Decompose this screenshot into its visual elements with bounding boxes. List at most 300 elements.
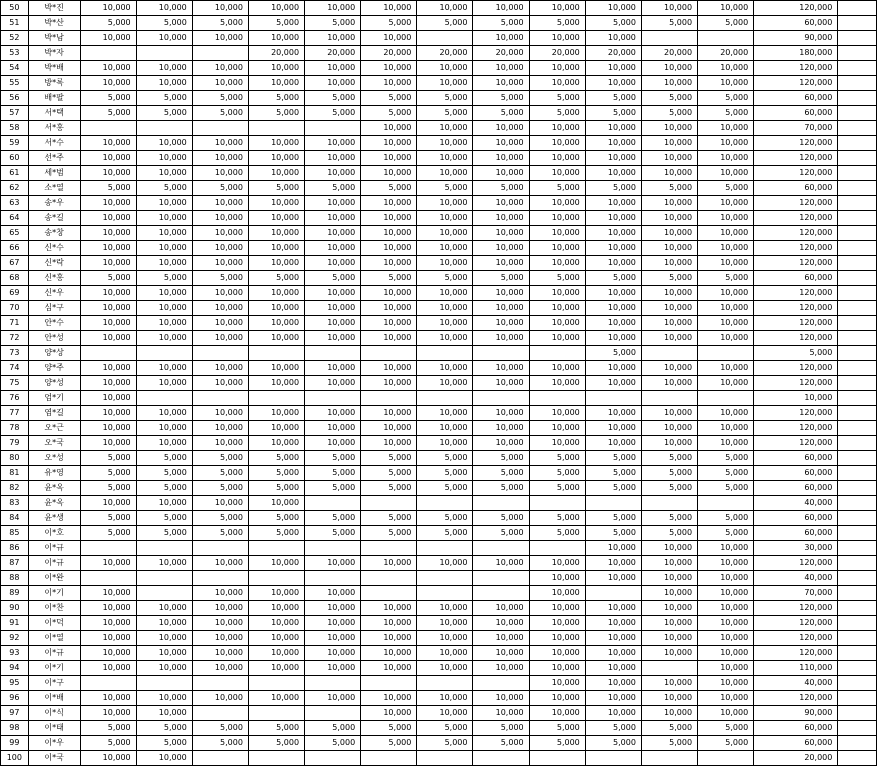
amount-cell: 10,000 bbox=[248, 586, 304, 601]
amount-cell: 5,000 bbox=[473, 16, 529, 31]
amount-cell bbox=[698, 391, 754, 406]
amount-cell: 10,000 bbox=[585, 631, 641, 646]
amount-cell: 10,000 bbox=[305, 601, 361, 616]
table-row bbox=[1, 661, 877, 676]
amount-cell: 10,000 bbox=[417, 151, 473, 166]
amount-cell: 10,000 bbox=[585, 376, 641, 391]
amount-cell: 10,000 bbox=[698, 376, 754, 391]
amount-cell: 10,000 bbox=[529, 616, 585, 631]
row-number-cell: 78 bbox=[1, 421, 29, 436]
amount-cell: 5,000 bbox=[473, 481, 529, 496]
amount-cell: 5,000 bbox=[136, 181, 192, 196]
amount-cell: 5,000 bbox=[585, 481, 641, 496]
empty-cell bbox=[838, 736, 877, 751]
amount-cell: 10,000 bbox=[248, 256, 304, 271]
amount-cell: 20,000 bbox=[417, 46, 473, 61]
amount-cell: 5,000 bbox=[305, 721, 361, 736]
amount-cell: 5,000 bbox=[192, 181, 248, 196]
amount-cell: 10,000 bbox=[529, 601, 585, 616]
amount-cell: 10,000 bbox=[585, 286, 641, 301]
table-row bbox=[1, 211, 877, 226]
row-number-cell: 64 bbox=[1, 211, 29, 226]
amount-cell: 5,000 bbox=[80, 511, 136, 526]
amount-cell bbox=[305, 706, 361, 721]
amount-cell: 5,000 bbox=[698, 271, 754, 286]
amount-cell: 10,000 bbox=[641, 706, 697, 721]
amount-cell: 10,000 bbox=[305, 556, 361, 571]
amount-cell: 10,000 bbox=[698, 316, 754, 331]
amount-cell: 10,000 bbox=[585, 616, 641, 631]
row-total-cell: 70,000 bbox=[754, 121, 838, 136]
amount-cell: 10,000 bbox=[361, 136, 417, 151]
amount-cell: 10,000 bbox=[473, 361, 529, 376]
amount-cell: 5,000 bbox=[698, 511, 754, 526]
amount-cell: 10,000 bbox=[641, 406, 697, 421]
amount-cell: 5,000 bbox=[585, 106, 641, 121]
amount-cell: 10,000 bbox=[417, 136, 473, 151]
empty-cell bbox=[838, 601, 877, 616]
amount-cell: 5,000 bbox=[585, 511, 641, 526]
amount-cell bbox=[192, 391, 248, 406]
empty-cell bbox=[838, 196, 877, 211]
row-total-cell: 120,000 bbox=[754, 166, 838, 181]
amount-cell: 5,000 bbox=[585, 466, 641, 481]
amount-cell: 20,000 bbox=[361, 46, 417, 61]
row-total-cell: 60,000 bbox=[754, 736, 838, 751]
amount-cell bbox=[305, 571, 361, 586]
donor-name-cell: 박*자 bbox=[28, 46, 80, 61]
row-number-cell: 56 bbox=[1, 91, 29, 106]
amount-cell: 10,000 bbox=[585, 301, 641, 316]
amount-cell: 5,000 bbox=[698, 466, 754, 481]
amount-cell bbox=[473, 391, 529, 406]
amount-cell bbox=[361, 751, 417, 766]
amount-cell: 10,000 bbox=[136, 136, 192, 151]
amount-cell: 10,000 bbox=[641, 211, 697, 226]
amount-cell: 10,000 bbox=[192, 376, 248, 391]
donor-name-cell: 오*근 bbox=[28, 421, 80, 436]
amount-cell bbox=[248, 121, 304, 136]
table-row bbox=[1, 481, 877, 496]
empty-cell bbox=[838, 256, 877, 271]
amount-cell: 10,000 bbox=[698, 541, 754, 556]
donor-name-cell: 이*호 bbox=[28, 526, 80, 541]
amount-cell: 10,000 bbox=[80, 391, 136, 406]
amount-cell: 10,000 bbox=[641, 301, 697, 316]
amount-cell: 10,000 bbox=[80, 256, 136, 271]
table-row bbox=[1, 706, 877, 721]
amount-cell: 5,000 bbox=[80, 181, 136, 196]
amount-cell: 10,000 bbox=[361, 241, 417, 256]
amount-cell: 10,000 bbox=[305, 136, 361, 151]
amount-cell: 5,000 bbox=[80, 106, 136, 121]
amount-cell bbox=[80, 46, 136, 61]
amount-cell: 10,000 bbox=[698, 241, 754, 256]
amount-cell: 10,000 bbox=[248, 31, 304, 46]
amount-cell bbox=[192, 541, 248, 556]
amount-cell bbox=[305, 751, 361, 766]
amount-cell: 10,000 bbox=[641, 121, 697, 136]
amount-cell bbox=[136, 346, 192, 361]
row-total-cell: 10,000 bbox=[754, 391, 838, 406]
table-row bbox=[1, 166, 877, 181]
amount-cell: 5,000 bbox=[417, 481, 473, 496]
amount-cell: 10,000 bbox=[417, 361, 473, 376]
amount-cell: 10,000 bbox=[585, 1, 641, 16]
amount-cell: 10,000 bbox=[698, 256, 754, 271]
amount-cell: 5,000 bbox=[361, 511, 417, 526]
amount-cell: 10,000 bbox=[698, 76, 754, 91]
amount-cell: 10,000 bbox=[585, 241, 641, 256]
amount-cell: 10,000 bbox=[529, 151, 585, 166]
amount-cell: 5,000 bbox=[417, 271, 473, 286]
amount-cell: 10,000 bbox=[361, 61, 417, 76]
amount-cell: 10,000 bbox=[305, 1, 361, 16]
amount-cell: 10,000 bbox=[361, 211, 417, 226]
empty-cell bbox=[838, 211, 877, 226]
amount-cell: 10,000 bbox=[136, 436, 192, 451]
table-row bbox=[1, 61, 877, 76]
amount-cell: 10,000 bbox=[192, 496, 248, 511]
amount-cell: 10,000 bbox=[698, 646, 754, 661]
amount-cell: 10,000 bbox=[473, 376, 529, 391]
amount-cell: 5,000 bbox=[473, 511, 529, 526]
amount-cell: 10,000 bbox=[641, 226, 697, 241]
amount-cell: 10,000 bbox=[585, 256, 641, 271]
amount-cell: 10,000 bbox=[80, 196, 136, 211]
amount-cell: 5,000 bbox=[641, 181, 697, 196]
row-number-cell: 83 bbox=[1, 496, 29, 511]
amount-cell: 5,000 bbox=[698, 451, 754, 466]
table-row bbox=[1, 316, 877, 331]
amount-cell: 10,000 bbox=[473, 1, 529, 16]
donor-name-cell: 서*택 bbox=[28, 106, 80, 121]
row-number-cell: 89 bbox=[1, 586, 29, 601]
row-total-cell: 120,000 bbox=[754, 136, 838, 151]
amount-cell: 10,000 bbox=[698, 136, 754, 151]
amount-cell: 5,000 bbox=[305, 16, 361, 31]
table-row bbox=[1, 466, 877, 481]
amount-cell: 10,000 bbox=[136, 631, 192, 646]
table-row bbox=[1, 556, 877, 571]
amount-cell: 5,000 bbox=[529, 736, 585, 751]
amount-cell: 10,000 bbox=[641, 331, 697, 346]
amount-cell: 10,000 bbox=[192, 196, 248, 211]
amount-cell: 5,000 bbox=[305, 526, 361, 541]
amount-cell: 10,000 bbox=[248, 1, 304, 16]
table-row bbox=[1, 631, 877, 646]
empty-cell bbox=[838, 586, 877, 601]
donor-name-cell: 서*수 bbox=[28, 136, 80, 151]
amount-cell: 5,000 bbox=[641, 451, 697, 466]
amount-cell: 10,000 bbox=[136, 331, 192, 346]
empty-cell bbox=[838, 661, 877, 676]
amount-cell: 10,000 bbox=[248, 376, 304, 391]
amount-cell: 10,000 bbox=[192, 31, 248, 46]
amount-cell bbox=[529, 751, 585, 766]
empty-cell bbox=[838, 541, 877, 556]
amount-cell: 10,000 bbox=[361, 361, 417, 376]
amount-cell: 10,000 bbox=[417, 421, 473, 436]
amount-cell: 10,000 bbox=[698, 211, 754, 226]
amount-cell: 10,000 bbox=[80, 316, 136, 331]
amount-cell: 10,000 bbox=[192, 61, 248, 76]
amount-cell: 10,000 bbox=[585, 661, 641, 676]
table-row bbox=[1, 586, 877, 601]
amount-cell: 10,000 bbox=[248, 211, 304, 226]
amount-cell: 5,000 bbox=[698, 181, 754, 196]
row-number-cell: 84 bbox=[1, 511, 29, 526]
amount-cell bbox=[361, 391, 417, 406]
empty-cell bbox=[838, 286, 877, 301]
amount-cell: 10,000 bbox=[698, 556, 754, 571]
table-row bbox=[1, 526, 877, 541]
amount-cell bbox=[361, 676, 417, 691]
amount-cell: 10,000 bbox=[136, 241, 192, 256]
amount-cell: 10,000 bbox=[529, 301, 585, 316]
row-number-cell: 54 bbox=[1, 61, 29, 76]
row-total-cell: 40,000 bbox=[754, 571, 838, 586]
amount-cell: 10,000 bbox=[473, 166, 529, 181]
donor-name-cell: 이*배 bbox=[28, 691, 80, 706]
row-number-cell: 52 bbox=[1, 31, 29, 46]
amount-cell: 10,000 bbox=[80, 226, 136, 241]
amount-cell bbox=[585, 496, 641, 511]
amount-cell bbox=[417, 391, 473, 406]
amount-cell: 10,000 bbox=[641, 556, 697, 571]
empty-cell bbox=[838, 511, 877, 526]
table-row bbox=[1, 421, 877, 436]
amount-cell: 10,000 bbox=[305, 226, 361, 241]
amount-cell: 5,000 bbox=[248, 106, 304, 121]
row-number-cell: 93 bbox=[1, 646, 29, 661]
amount-cell: 10,000 bbox=[585, 316, 641, 331]
amount-cell: 10,000 bbox=[361, 601, 417, 616]
amount-cell: 5,000 bbox=[192, 736, 248, 751]
amount-cell bbox=[192, 346, 248, 361]
amount-cell: 10,000 bbox=[417, 1, 473, 16]
amount-cell bbox=[192, 46, 248, 61]
table-row bbox=[1, 346, 877, 361]
donor-name-cell: 박*남 bbox=[28, 31, 80, 46]
amount-cell bbox=[248, 676, 304, 691]
row-number-cell: 50 bbox=[1, 1, 29, 16]
donor-name-cell: 소*열 bbox=[28, 181, 80, 196]
amount-cell: 10,000 bbox=[585, 706, 641, 721]
amount-cell: 5,000 bbox=[80, 271, 136, 286]
amount-cell: 10,000 bbox=[641, 1, 697, 16]
amount-cell: 10,000 bbox=[248, 136, 304, 151]
amount-cell: 10,000 bbox=[192, 421, 248, 436]
amount-cell: 10,000 bbox=[136, 286, 192, 301]
amount-cell: 10,000 bbox=[473, 121, 529, 136]
amount-cell: 5,000 bbox=[585, 271, 641, 286]
amount-cell: 10,000 bbox=[136, 166, 192, 181]
amount-cell: 10,000 bbox=[529, 331, 585, 346]
amount-cell: 5,000 bbox=[529, 451, 585, 466]
amount-cell: 10,000 bbox=[529, 241, 585, 256]
row-total-cell: 60,000 bbox=[754, 721, 838, 736]
amount-cell: 10,000 bbox=[585, 121, 641, 136]
amount-cell: 10,000 bbox=[305, 151, 361, 166]
amount-cell: 5,000 bbox=[698, 736, 754, 751]
amount-cell: 10,000 bbox=[361, 31, 417, 46]
empty-cell bbox=[838, 121, 877, 136]
table-row bbox=[1, 406, 877, 421]
amount-cell: 10,000 bbox=[698, 166, 754, 181]
amount-cell: 10,000 bbox=[417, 601, 473, 616]
amount-cell: 10,000 bbox=[698, 661, 754, 676]
row-total-cell: 120,000 bbox=[754, 226, 838, 241]
row-total-cell: 60,000 bbox=[754, 271, 838, 286]
amount-cell: 5,000 bbox=[361, 181, 417, 196]
amount-cell: 10,000 bbox=[585, 436, 641, 451]
amount-cell: 5,000 bbox=[417, 181, 473, 196]
amount-cell bbox=[473, 571, 529, 586]
amount-cell: 10,000 bbox=[473, 226, 529, 241]
amount-cell: 10,000 bbox=[248, 616, 304, 631]
amount-cell: 5,000 bbox=[473, 451, 529, 466]
table-row bbox=[1, 646, 877, 661]
amount-cell: 10,000 bbox=[585, 421, 641, 436]
amount-cell: 5,000 bbox=[248, 181, 304, 196]
table-row bbox=[1, 286, 877, 301]
amount-cell: 5,000 bbox=[248, 481, 304, 496]
donor-name-cell: 이*찬 bbox=[28, 601, 80, 616]
amount-cell: 10,000 bbox=[585, 646, 641, 661]
amount-cell: 10,000 bbox=[80, 496, 136, 511]
amount-cell bbox=[305, 121, 361, 136]
amount-cell: 5,000 bbox=[248, 526, 304, 541]
amount-cell: 10,000 bbox=[361, 421, 417, 436]
donor-name-cell: 이*식 bbox=[28, 706, 80, 721]
amount-cell: 10,000 bbox=[585, 196, 641, 211]
table-row bbox=[1, 241, 877, 256]
amount-cell: 10,000 bbox=[473, 196, 529, 211]
amount-cell: 10,000 bbox=[80, 361, 136, 376]
amount-cell: 10,000 bbox=[192, 661, 248, 676]
amount-cell: 10,000 bbox=[361, 121, 417, 136]
amount-cell: 10,000 bbox=[698, 301, 754, 316]
row-total-cell: 120,000 bbox=[754, 1, 838, 16]
amount-cell: 5,000 bbox=[361, 271, 417, 286]
amount-cell: 10,000 bbox=[248, 691, 304, 706]
amount-cell: 10,000 bbox=[248, 436, 304, 451]
amount-cell: 5,000 bbox=[529, 16, 585, 31]
amount-cell: 5,000 bbox=[248, 16, 304, 31]
row-total-cell: 120,000 bbox=[754, 196, 838, 211]
amount-cell: 10,000 bbox=[305, 241, 361, 256]
amount-cell: 10,000 bbox=[192, 136, 248, 151]
amount-cell bbox=[192, 706, 248, 721]
donor-name-cell: 이*기 bbox=[28, 661, 80, 676]
amount-cell: 10,000 bbox=[529, 166, 585, 181]
amount-cell: 10,000 bbox=[529, 631, 585, 646]
donor-name-cell: 양*성 bbox=[28, 376, 80, 391]
amount-cell: 10,000 bbox=[192, 436, 248, 451]
amount-cell: 10,000 bbox=[698, 361, 754, 376]
amount-cell bbox=[136, 676, 192, 691]
amount-cell bbox=[361, 496, 417, 511]
table-row bbox=[1, 601, 877, 616]
row-total-cell: 120,000 bbox=[754, 151, 838, 166]
empty-cell bbox=[838, 1, 877, 16]
amount-cell: 10,000 bbox=[473, 556, 529, 571]
amount-cell: 10,000 bbox=[361, 316, 417, 331]
amount-cell bbox=[585, 586, 641, 601]
amount-cell: 10,000 bbox=[417, 406, 473, 421]
amount-cell: 10,000 bbox=[473, 136, 529, 151]
amount-cell: 10,000 bbox=[361, 661, 417, 676]
amount-cell: 10,000 bbox=[80, 31, 136, 46]
amount-cell bbox=[80, 121, 136, 136]
amount-cell: 10,000 bbox=[248, 61, 304, 76]
amount-cell: 5,000 bbox=[192, 466, 248, 481]
amount-cell: 10,000 bbox=[80, 436, 136, 451]
amount-cell bbox=[248, 391, 304, 406]
amount-cell: 5,000 bbox=[248, 721, 304, 736]
row-number-cell: 66 bbox=[1, 241, 29, 256]
amount-cell: 10,000 bbox=[361, 166, 417, 181]
amount-cell: 10,000 bbox=[529, 226, 585, 241]
table-row bbox=[1, 106, 877, 121]
amount-cell: 5,000 bbox=[192, 481, 248, 496]
amount-cell: 5,000 bbox=[417, 451, 473, 466]
row-number-cell: 68 bbox=[1, 271, 29, 286]
amount-cell: 10,000 bbox=[136, 151, 192, 166]
row-total-cell: 120,000 bbox=[754, 211, 838, 226]
amount-cell: 10,000 bbox=[361, 616, 417, 631]
row-total-cell: 60,000 bbox=[754, 511, 838, 526]
empty-cell bbox=[838, 391, 877, 406]
amount-cell: 10,000 bbox=[417, 76, 473, 91]
amount-cell: 10,000 bbox=[585, 676, 641, 691]
amount-cell: 10,000 bbox=[136, 376, 192, 391]
amount-cell: 10,000 bbox=[80, 706, 136, 721]
amount-cell: 10,000 bbox=[641, 571, 697, 586]
row-total-cell: 120,000 bbox=[754, 286, 838, 301]
amount-cell: 5,000 bbox=[192, 271, 248, 286]
amount-cell: 10,000 bbox=[417, 556, 473, 571]
amount-cell: 5,000 bbox=[136, 91, 192, 106]
amount-cell: 10,000 bbox=[698, 226, 754, 241]
amount-cell: 5,000 bbox=[417, 721, 473, 736]
amount-cell bbox=[192, 121, 248, 136]
donor-name-cell: 송*길 bbox=[28, 211, 80, 226]
amount-cell: 10,000 bbox=[641, 691, 697, 706]
amount-cell: 5,000 bbox=[698, 526, 754, 541]
amount-cell: 5,000 bbox=[361, 451, 417, 466]
row-number-cell: 98 bbox=[1, 721, 29, 736]
amount-cell: 10,000 bbox=[192, 556, 248, 571]
row-total-cell: 90,000 bbox=[754, 706, 838, 721]
amount-cell: 5,000 bbox=[641, 271, 697, 286]
amount-cell: 10,000 bbox=[529, 361, 585, 376]
amount-cell: 10,000 bbox=[361, 256, 417, 271]
donor-name-cell: 엄*기 bbox=[28, 391, 80, 406]
table-row bbox=[1, 676, 877, 691]
empty-cell bbox=[838, 376, 877, 391]
amount-cell bbox=[248, 571, 304, 586]
donor-name-cell: 안*성 bbox=[28, 331, 80, 346]
amount-cell: 10,000 bbox=[248, 496, 304, 511]
amount-cell: 10,000 bbox=[80, 661, 136, 676]
amount-cell: 10,000 bbox=[248, 166, 304, 181]
row-number-cell: 88 bbox=[1, 571, 29, 586]
amount-cell: 10,000 bbox=[529, 556, 585, 571]
amount-cell: 10,000 bbox=[192, 211, 248, 226]
amount-cell bbox=[136, 586, 192, 601]
